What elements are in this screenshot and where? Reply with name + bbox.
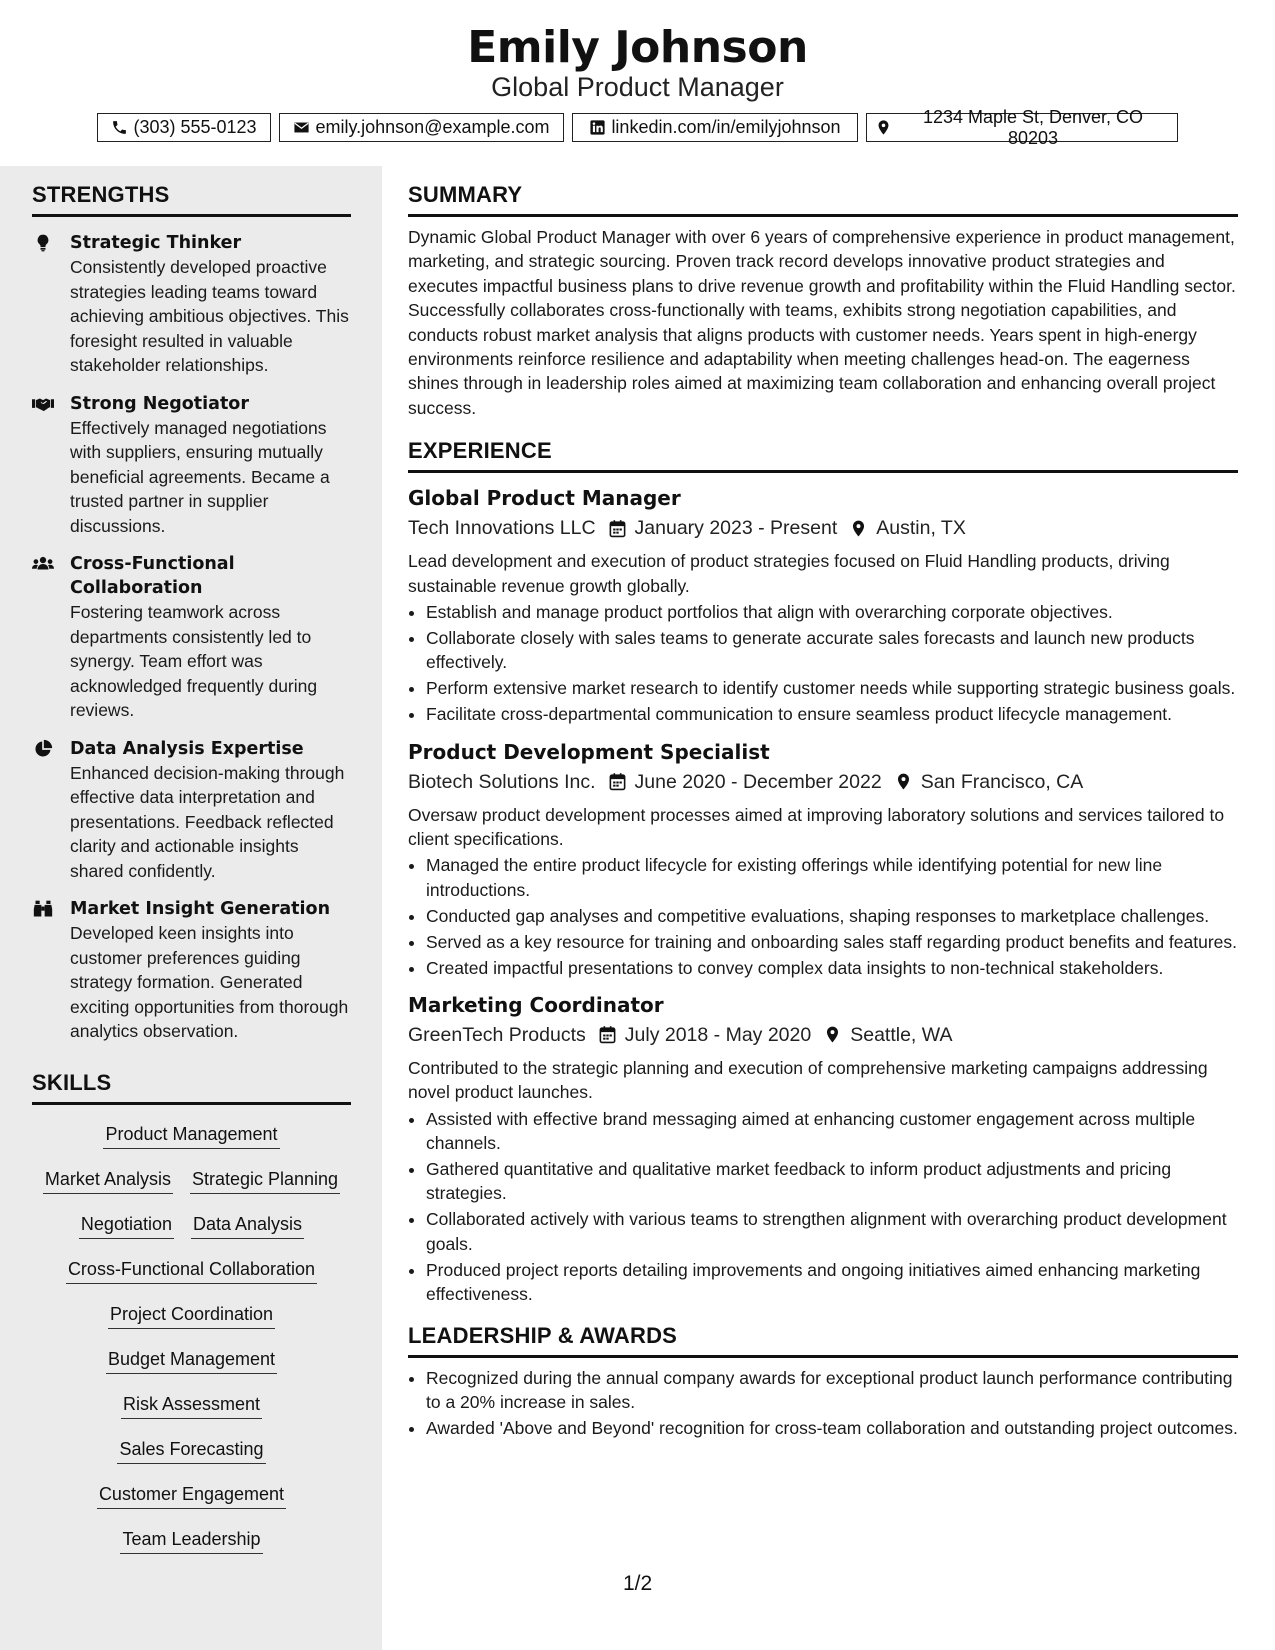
strength-title: Market Insight Generation [70, 899, 331, 919]
binoculars-icon [32, 899, 54, 919]
strength-desc: Developed keen insights into customer preferences guiding strategy formation. Generated exciting opportunities from thorough analytics observation. [70, 923, 349, 1041]
bullet-item: • Collaborated actively with various teams to strengthen alignment with overarching product development goals. [426, 1207, 1238, 1256]
bullet-item: • Collaborate closely with sales teams to generate accurate sales forecasts and launch new products effectively. [426, 626, 1238, 675]
calendar-icon [608, 519, 627, 538]
job-entry [408, 739, 1238, 980]
awards-bullets [408, 1366, 1238, 1441]
strength-desc: Fostering teamwork across departments consistently led to synergy. Team effort was acknowledged frequently during reviews. [70, 602, 318, 720]
contact-address [866, 106, 1178, 148]
envelope-icon [293, 119, 310, 136]
map-pin-icon [875, 119, 892, 136]
calendar-icon [598, 1025, 617, 1044]
job-location: Seattle, WA [850, 1023, 953, 1046]
job-title: Product Development Specialist [408, 739, 770, 764]
bullet-item: • Facilitate cross-departmental communication to ensure seamless product lifecycle management. [426, 702, 1238, 726]
job-dates: June 2020 - December 2022 [634, 770, 882, 793]
contact-email[interactable] [279, 113, 564, 142]
job-meta [408, 769, 1238, 795]
skill-tag: Project Coordination [108, 1303, 275, 1329]
resume-header [0, 0, 1275, 165]
pie-chart-icon [32, 739, 54, 759]
experience-heading: EXPERIENCE [408, 438, 1238, 473]
awards-heading: LEADERSHIP & AWARDS [408, 1323, 1238, 1358]
skill-tag: Negotiation [79, 1213, 174, 1239]
candidate-role: Global Product Manager [491, 72, 784, 102]
skills-list [32, 1123, 351, 1573]
skill-tag: Data Analysis [191, 1213, 304, 1239]
bullet-item: • Gathered quantitative and qualitative market feedback to inform product adjustments and pricing strategies. [426, 1157, 1238, 1206]
users-icon [32, 554, 54, 574]
map-pin-icon [849, 519, 868, 538]
strength-desc: Enhanced decision-making through effective data interpretation and presentations. Feedback reflected clarity and actionable insights shared confidently. [70, 762, 345, 881]
skill-tag: Cross-Functional Collaboration [66, 1258, 317, 1284]
lightbulb-icon [32, 233, 54, 253]
job-meta [408, 1022, 1238, 1048]
bullet-item: • Establish and manage product portfolios that align with overarching corporate objectives. [426, 600, 1238, 624]
job-entry [408, 992, 1238, 1307]
strength-title: Data Analysis Expertise [70, 738, 304, 759]
bullet-item: • Recognized during the annual company awards for exceptional product launch performance contributing to a 20% increase in sales. [426, 1366, 1238, 1415]
linkedin-icon [589, 119, 606, 136]
summary-text: Dynamic Global Product Manager with over 6 years of comprehensive experience in product management, marketing, and strategic sourcing. Proven track record develops innovative product strategies and executes impactful business plans to drive revenue growth and profitability within the Fluid Handling sector. Successfully collaborates cross-functionally with teams, exhibits strong negotiation capabilities, and conducts robust market analysis that aligns products with customer needs. Years spent in high-energy environments reinforce resilience and adaptability when meeting challenges head-on. The eagerness shines through in leadership roles aimed at maximizing team collaboration and enhancing overall project success. [408, 227, 1236, 418]
contact-linkedin-text: linkedin.com/in/emilyjohnson [611, 117, 841, 137]
job-company: Biotech Solutions Inc. [408, 770, 596, 793]
strength-desc: Effectively managed negotiations with suppliers, ensuring mutually beneficial agreements. Became a trusted partner in supplier discussions. [70, 417, 330, 536]
contact-email-text: emily.johnson@example.com [315, 117, 550, 137]
strength-item [32, 231, 351, 378]
job-company: GreenTech Products [408, 1023, 586, 1046]
job-bullets [408, 600, 1238, 727]
job-description: Lead development and execution of product strategies focused on Fluid Handling products, driving sustainable revenue growth globally. [408, 551, 1170, 596]
job-title: Global Product Manager [408, 486, 681, 511]
bullet-item: • Awarded 'Above and Beyond' recognition for cross-team collaboration and outstanding project outcomes. [426, 1416, 1238, 1440]
bullet-item: • Created impactful presentations to convey complex data insights to non-technical stakeholders. [426, 956, 1238, 980]
skills-heading: SKILLS [32, 1070, 351, 1105]
strength-title: Strong Negotiator [70, 393, 249, 414]
bullet-item: • Managed the entire product lifecycle for existing offerings while identifying potential for new line introductions. [426, 853, 1238, 902]
job-bullets [408, 853, 1238, 980]
job-dates: January 2023 - Present [634, 517, 838, 540]
strength-item [32, 737, 351, 884]
bullet-item: • Assisted with effective brand messaging aimed at enhancing customer engagement across multiple channels. [426, 1107, 1238, 1156]
skill-tag: Market Analysis [43, 1168, 173, 1194]
contact-bar [0, 106, 1275, 148]
job-company: Tech Innovations LLC [408, 517, 596, 540]
skill-tag: Sales Forecasting [117, 1438, 265, 1464]
strength-item [32, 552, 351, 723]
skill-tag: Product Management [103, 1123, 279, 1149]
skill-tag: Risk Assessment [121, 1393, 262, 1419]
contact-address-text: 1234 Maple St, Denver, CO 80203 [922, 106, 1144, 148]
job-description: Oversaw product development processes aimed at improving laboratory solutions and services tailored to client specifications. [408, 804, 1225, 849]
map-pin-icon [823, 1025, 842, 1044]
job-bullets [408, 1107, 1238, 1307]
bullet-item: • Produced project reports detailing improvements and ongoing initiatives aimed enhancing marketing effectiveness. [426, 1258, 1238, 1307]
summary-heading: SUMMARY [408, 182, 1238, 217]
skill-tag: Customer Engagement [97, 1483, 286, 1509]
contact-phone[interactable] [97, 113, 271, 142]
map-pin-icon [894, 772, 913, 791]
strength-item [32, 392, 351, 539]
skill-tag: Strategic Planning [190, 1168, 340, 1194]
strength-item [32, 897, 351, 1044]
phone-icon [111, 119, 128, 136]
skill-tag: Team Leadership [120, 1528, 262, 1554]
strengths-heading: STRENGTHS [32, 182, 351, 217]
bullet-item: • Served as a key resource for training and onboarding sales staff regarding product benefits and features. [426, 930, 1238, 954]
job-description: Contributed to the strategic planning and execution of comprehensive marketing campaigns addressing novel product launches. [408, 1057, 1208, 1103]
candidate-name: Emily Johnson [467, 22, 808, 73]
contact-linkedin[interactable] [572, 113, 858, 142]
handshake-icon [32, 394, 54, 414]
page-number: 1/2 [623, 1572, 653, 1595]
job-dates: July 2018 - May 2020 [624, 1023, 812, 1046]
strength-desc: Consistently developed proactive strategies leading teams toward achieving ambitious objectives. This foresight resulted in valuable stakeholder relationships. [70, 257, 349, 375]
strength-title: Cross-Functional Collaboration [70, 554, 235, 598]
job-location: San Francisco, CA [920, 770, 1084, 793]
calendar-icon [608, 772, 627, 791]
main-column [408, 166, 1238, 1442]
job-meta [408, 515, 1238, 541]
job-entry [408, 485, 1238, 726]
job-location: Austin, TX [876, 517, 966, 540]
strength-title: Strategic Thinker [70, 233, 242, 253]
contact-phone-text: (303) 555-0123 [133, 117, 257, 137]
sidebar [0, 166, 382, 1650]
skill-tag: Budget Management [106, 1348, 277, 1374]
job-title: Marketing Coordinator [408, 992, 664, 1017]
bullet-item: • Conducted gap analyses and competitive evaluations, shaping responses to marketplace challenges. [426, 904, 1238, 928]
bullet-item: • Perform extensive market research to identify customer needs while supporting strategic business goals. [426, 676, 1238, 700]
